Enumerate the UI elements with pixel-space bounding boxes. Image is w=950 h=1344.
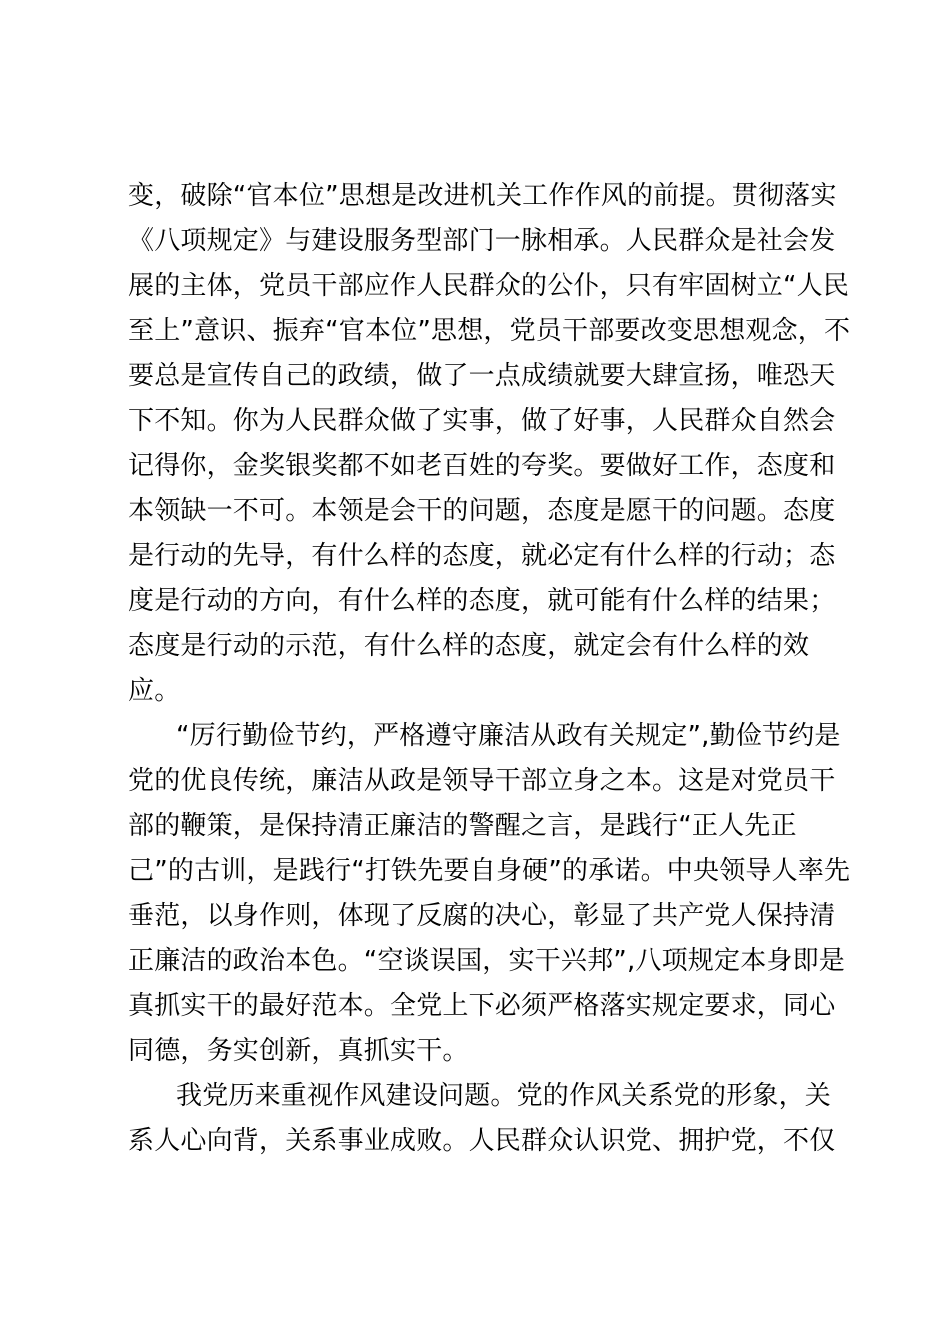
text-line: 展的主体，党员干部应作人民群众的公仆，只有牢固树立“人民: [128, 271, 850, 301]
text-line: 部的鞭策，是保持清正廉洁的警醒之言，是践行“正人先正: [128, 811, 797, 841]
text-line: 记得你，金奖银奖都不如老百姓的夸奖。要做好工作，态度和: [128, 451, 836, 481]
text-line: 度是行动的方向，有什么样的态度，就可能有什么样的结果；: [128, 586, 836, 616]
text-line: 正廉洁的政治本色。“空谈误国，实干兴邦”,八项规定本身即是: [128, 946, 846, 976]
text-line: 变，破除“官本位”思想是改进机关工作作风的前提。贯彻落实: [128, 181, 837, 211]
text-line: 至上”意识、振弃“官本位”思想，党员干部要改变思想观念，不: [128, 316, 851, 346]
paragraph-start-line: “厉行勤俭节约，严格遵守廉洁从政有关规定”,勤俭节约是: [176, 721, 841, 751]
text-line: 己”的古训，是践行“打铁先要自身硬”的承诺。中央领导人率先: [128, 856, 851, 886]
text-line: 党的优良传统，廉洁从政是领导干部立身之本。这是对党员干: [128, 766, 836, 796]
text-line: 垂范，以身作则，体现了反腐的决心，彰显了共产党人保持清: [128, 901, 836, 931]
text-line: 同德，务实创新，真抓实干。: [128, 1036, 469, 1066]
text-line: 《八项规定》与建设服务型部门一脉相承。人民群众是社会发: [128, 226, 836, 256]
text-line: 真抓实干的最好范本。全党上下必须严格落实规定要求，同心: [128, 991, 836, 1021]
text-line: 态度是行动的示范，有什么样的态度，就定会有什么样的效: [128, 631, 810, 661]
paragraph-start-line: 我党历来重视作风建设问题。党的作风关系党的形象，关: [176, 1081, 832, 1111]
text-line: 下不知。你为人民群众做了实事，做了好事，人民群众自然会: [128, 406, 836, 436]
text-line: 是行动的先导，有什么样的态度，就必定有什么样的行动；态: [128, 541, 836, 571]
text-line: 要总是宣传自己的政绩，做了一点成绩就要大肆宣扬，唯恐天: [128, 361, 836, 391]
text-line: 本领缺一不可。本领是会干的问题，态度是愿干的问题。态度: [128, 496, 836, 526]
text-line: 应。: [128, 676, 181, 706]
text-line: 系人心向背，关系事业成败。人民群众认识党、拥护党，不仅: [128, 1126, 836, 1156]
